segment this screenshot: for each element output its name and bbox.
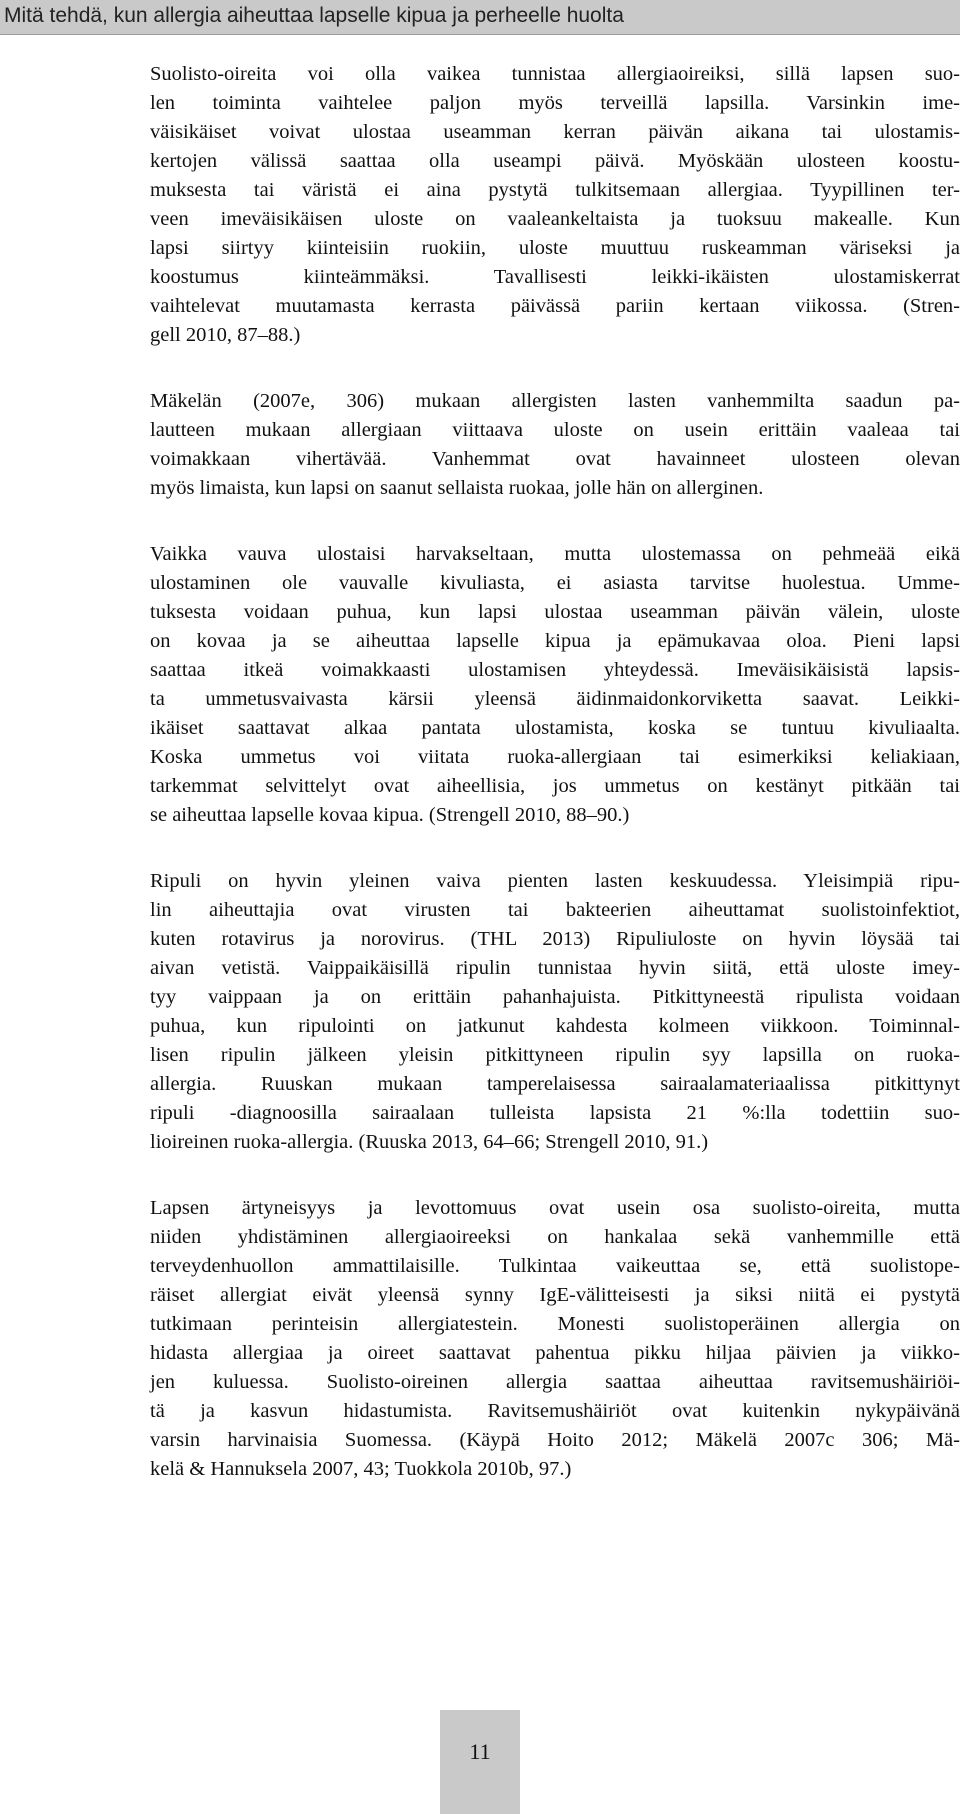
text-line: ulostaminen ole vauvalle kivuliasta, ei asiasta tarvitse huolestua. Umme-	[150, 572, 960, 594]
paragraph	[150, 540, 960, 830]
text-line: tutkimaan perinteisin allergiatestein. Monesti suolistoperäinen allergia on	[150, 1313, 960, 1335]
text-line: räiset allergiat eivät yleensä synny IgE-välitteisesti ja siksi niitä ei pystytä	[150, 1284, 960, 1306]
document-body	[150, 60, 960, 1521]
text-line: kuten rotavirus ja norovirus. (THL 2013) Ripuliuloste on hyvin löysää tai	[150, 928, 960, 950]
text-line: Koska ummetus voi viitata ruoka-allergiaan tai esimerkiksi keliakiaan,	[150, 746, 960, 768]
text-line: Ripuli on hyvin yleinen vaiva pienten lasten keskuudessa. Yleisimpiä ripu-	[150, 870, 960, 892]
text-line: kelä & Hannuksela 2007, 43; Tuokkola 2010b, 97.)	[150, 1458, 572, 1480]
text-line: Suolisto-oireita voi olla vaikea tunnistaa allergiaoireiksi, sillä lapsen suo-	[150, 63, 960, 85]
text-line: lisen ripulin jälkeen yleisin pitkittyneen ripulin syy lapsilla on ruoka-	[150, 1044, 960, 1066]
running-header	[0, 0, 960, 34]
text-line: ta ummetusvaivasta kärsii yleensä äidinmaidonkorviketta saavat. Leikki-	[150, 688, 960, 710]
text-line: len toiminta vaihtelee paljon myös terveillä lapsilla. Varsinkin ime-	[150, 92, 960, 114]
text-line: hidasta allergiaa ja oireet saattavat pahentua pikku hiljaa päivien ja viikko-	[150, 1342, 960, 1364]
text-line: tuksesta voidaan puhua, kun lapsi ulostaa useamman päivän välein, uloste	[150, 601, 960, 623]
text-line: voimakkaan vihertävää. Vanhemmat ovat havainneet ulosteen olevan	[150, 448, 960, 470]
paragraph	[150, 387, 960, 503]
text-line: varsin harvinaisia Suomessa. (Käypä Hoito 2012; Mäkelä 2007c 306; Mä-	[150, 1429, 960, 1451]
text-line: allergia. Ruuskan mukaan tamperelaisessa sairaalamateriaalissa pitkittynyt	[150, 1073, 960, 1095]
text-line: puhua, kun ripulointi on jatkunut kahdesta kolmeen viikkoon. Toiminnal-	[150, 1015, 960, 1037]
text-line: niiden yhdistäminen allergiaoireeksi on hankalaa sekä vanhemmille että	[150, 1226, 960, 1248]
text-line: lin aiheuttajia ovat virusten tai bakteerien aiheuttamat suolistoinfektiot,	[150, 899, 960, 921]
text-line: muksesta tai väristä ei aina pystytä tulkitsemaan allergiaa. Tyypillinen ter-	[150, 179, 960, 201]
text-line: lapsi siirtyy kiinteisiin ruokiin, uloste muuttuu ruskeamman väriseksi ja	[150, 237, 960, 259]
text-line: tyy vaippaan ja on erittäin pahanhajuista. Pitkittyneestä ripulista voidaan	[150, 986, 960, 1008]
text-line: myös limaista, kun lapsi on saanut sellaista ruokaa, jolle hän on allerginen.	[150, 477, 764, 499]
text-line: Mäkelän (2007e, 306) mukaan allergisten lasten vanhemmilta saadun pa-	[150, 390, 960, 412]
text-line: koostumus kiinteämmäksi. Tavallisesti leikki-ikäisten ulostamiskerrat	[150, 266, 960, 288]
page-number: 11	[469, 1739, 491, 1764]
page-number-box	[440, 1710, 520, 1814]
text-line: lioireinen ruoka-allergia. (Ruuska 2013, 64–66; Strengell 2010, 91.)	[150, 1131, 709, 1153]
text-line: väisikäiset voivat ulostaa useamman kerran päivän aikana tai ulostamis-	[150, 121, 960, 143]
text-line: tä ja kasvun hidastumista. Ravitsemushäiriöt ovat kuitenkin nykypäivänä	[150, 1400, 960, 1422]
text-line: saattaa itkeä voimakkaasti ulostamisen yhteydessä. Imeväisikäisistä lapsis-	[150, 659, 960, 681]
text-line: Vaikka vauva ulostaisi harvakseltaan, mutta ulostemassa on pehmeää eikä	[150, 543, 960, 565]
paragraph	[150, 867, 960, 1157]
paragraph	[150, 1194, 960, 1484]
text-line: Lapsen ärtyneisyys ja levottomuus ovat usein osa suolisto-oireita, mutta	[150, 1197, 960, 1219]
header-divider	[0, 34, 960, 35]
text-line: aivan vetistä. Vaippaikäisillä ripulin tunnistaa hyvin siitä, että uloste imey-	[150, 957, 960, 979]
text-line: se aiheuttaa lapselle kovaa kipua. (Strengell 2010, 88–90.)	[150, 804, 630, 826]
text-line: ripuli -diagnoosilla sairaalaan tulleista lapsista 21 %:lla todettiin suo-	[150, 1102, 960, 1124]
text-line: terveydenhuollon ammattilaisille. Tulkintaa vaikeuttaa se, että suolistope-	[150, 1255, 960, 1277]
text-line: vaihtelevat muutamasta kerrasta päivässä pariin kertaan viikossa. (Stren-	[150, 295, 960, 317]
text-line: jen kuluessa. Suolisto-oireinen allergia saattaa aiheuttaa ravitsemushäiriöi-	[150, 1371, 960, 1393]
text-line: kertojen välissä saattaa olla useampi päivä. Myöskään ulosteen koostu-	[150, 150, 960, 172]
text-line: veen imeväisikäisen uloste on vaaleankeltaista ja tuoksuu makealle. Kun	[150, 208, 960, 230]
text-line: tarkemmat selvittelyt ovat aiheellisia, jos ummetus on kestänyt pitkään tai	[150, 775, 960, 797]
text-line: gell 2010, 87–88.)	[150, 324, 301, 346]
running-header-title: Mitä tehdä, kun allergia aiheuttaa lapselle kipua ja perheelle huolta	[4, 4, 624, 27]
text-line: ikäiset saattavat alkaa pantata ulostamista, koska se tuntuu kivuliaalta.	[150, 717, 960, 739]
text-line: lautteen mukaan allergiaan viittaava uloste on usein erittäin vaaleaa tai	[150, 419, 960, 441]
text-line: on kovaa ja se aiheuttaa lapselle kipua ja epämukavaa oloa. Pieni lapsi	[150, 630, 960, 652]
paragraph	[150, 60, 960, 350]
